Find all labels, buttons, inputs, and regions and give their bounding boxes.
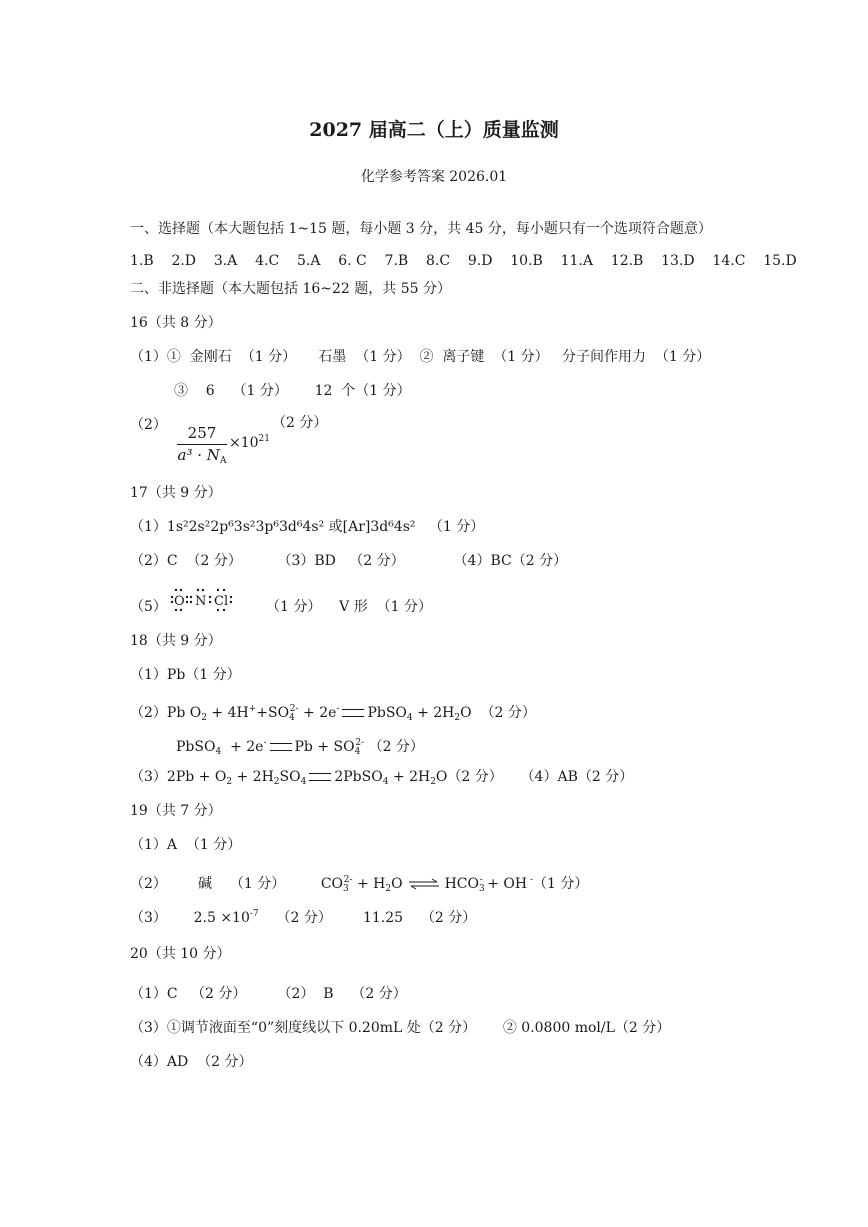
- q16-fraction: [177, 424, 227, 466]
- q18-heading: 18（共 9 分）: [130, 633, 222, 649]
- page-subtitle: 化学参考答案 2026.01: [360, 169, 508, 185]
- q17-line3-rest: （1 分） V 形 （1 分）: [266, 599, 432, 615]
- q17-heading: 17（共 9 分）: [130, 485, 222, 501]
- section1-answers: 1.B 2.D 3.A 4.C 5.A 6. C 7.B 8.C 9.D 10.B 11.A 12.B 13.D 14.C 15.D: [130, 253, 797, 269]
- q18-line1: （1）Pb（1 分）: [130, 667, 241, 683]
- q19-heading: 19（共 7 分）: [130, 803, 222, 819]
- q17-line3-label: （5）: [130, 599, 167, 615]
- q16-multiplier: $\times 10^{21}$: [229, 434, 270, 451]
- q20-line2: （3）①调节液面至“0”刻度线以下 0.20mL 处（2 分） ② 0.0800 mol/L（2 分）: [130, 1020, 671, 1036]
- section2-heading: 二、非选择题（本大题包括 16~22 题，共 55 分）: [130, 281, 451, 297]
- q18-line3: PbSO$_4$ + 2e- $Pb + SO_4^{2-}$ （2 分）: [176, 738, 424, 757]
- q16-line3-label: （2）: [130, 417, 167, 433]
- q19-line1: （1）A （1 分）: [130, 837, 242, 853]
- q20-line1: （1）C （2 分） （2） B （2 分）: [130, 986, 407, 1002]
- q16-line1: （1）① 金刚石 （1 分） 石墨 （1 分） ② 离子键 （1 分） 分子间作用力 （1 分）: [130, 349, 711, 365]
- lewis-structure: [168, 586, 248, 614]
- equals-arrow: [309, 773, 331, 781]
- svg-text:O: O: [174, 594, 185, 609]
- q18-line2: （2）Pb $O_2 + 4H^++SO_4^{2-} + 2e^-$ PbSO$_4$ + $2H_2O$ （2 分）: [130, 704, 536, 723]
- q16-line2: ③ 6 （1 分） 12 个（1 分）: [174, 383, 411, 399]
- svg-text:Cl: Cl: [214, 594, 229, 609]
- q19-line2: （2） 碱 （1 分） $CO_3^{2-} + H_2O$ $HCO_3^-$ + OH -（1 分）: [130, 875, 589, 894]
- q17-line2: （2）C （2 分） （3）BD （2 分） （4）BC（2 分）: [130, 553, 568, 569]
- q20-line3: （4）AD （2 分）: [130, 1054, 253, 1070]
- svg-text:N: N: [195, 594, 207, 609]
- section1-heading: 一、选择题（本大题包括 1~15 题，每小题 3 分，共 45 分，每小题只有一个选项符合题意）: [130, 221, 712, 237]
- q16-heading: 16（共 8 分）: [130, 315, 222, 331]
- equals-arrow: [270, 743, 292, 751]
- fraction-numerator: 257: [177, 424, 227, 445]
- equals-arrow: [342, 709, 364, 717]
- q18-line4: $(3)2Pb + O_2 + 2H_2SO_4$ 2PbSO$_4$ + $2H_2O(2$ 分） （4）AB（2 分）: [130, 769, 634, 787]
- q19-line3: （3） $2.5 \times 10^{-7}$ （2 分） 11.25 （2 分）: [130, 909, 477, 926]
- reversible-arrow-icon: [409, 878, 439, 890]
- q20-heading: 20（共 10 分）: [130, 946, 231, 962]
- fraction-denominator: $a^3 \cdot N_A$: [177, 446, 227, 466]
- q17-line1: （1）1s²2s²2p⁶3s²3p⁶3d⁶4s² 或[Ar]3d⁶4s² （1 分）: [130, 519, 485, 535]
- page-title: 2027 届高二（上）质量监测: [309, 119, 559, 141]
- q16-line3-score: （2 分）: [272, 415, 328, 431]
